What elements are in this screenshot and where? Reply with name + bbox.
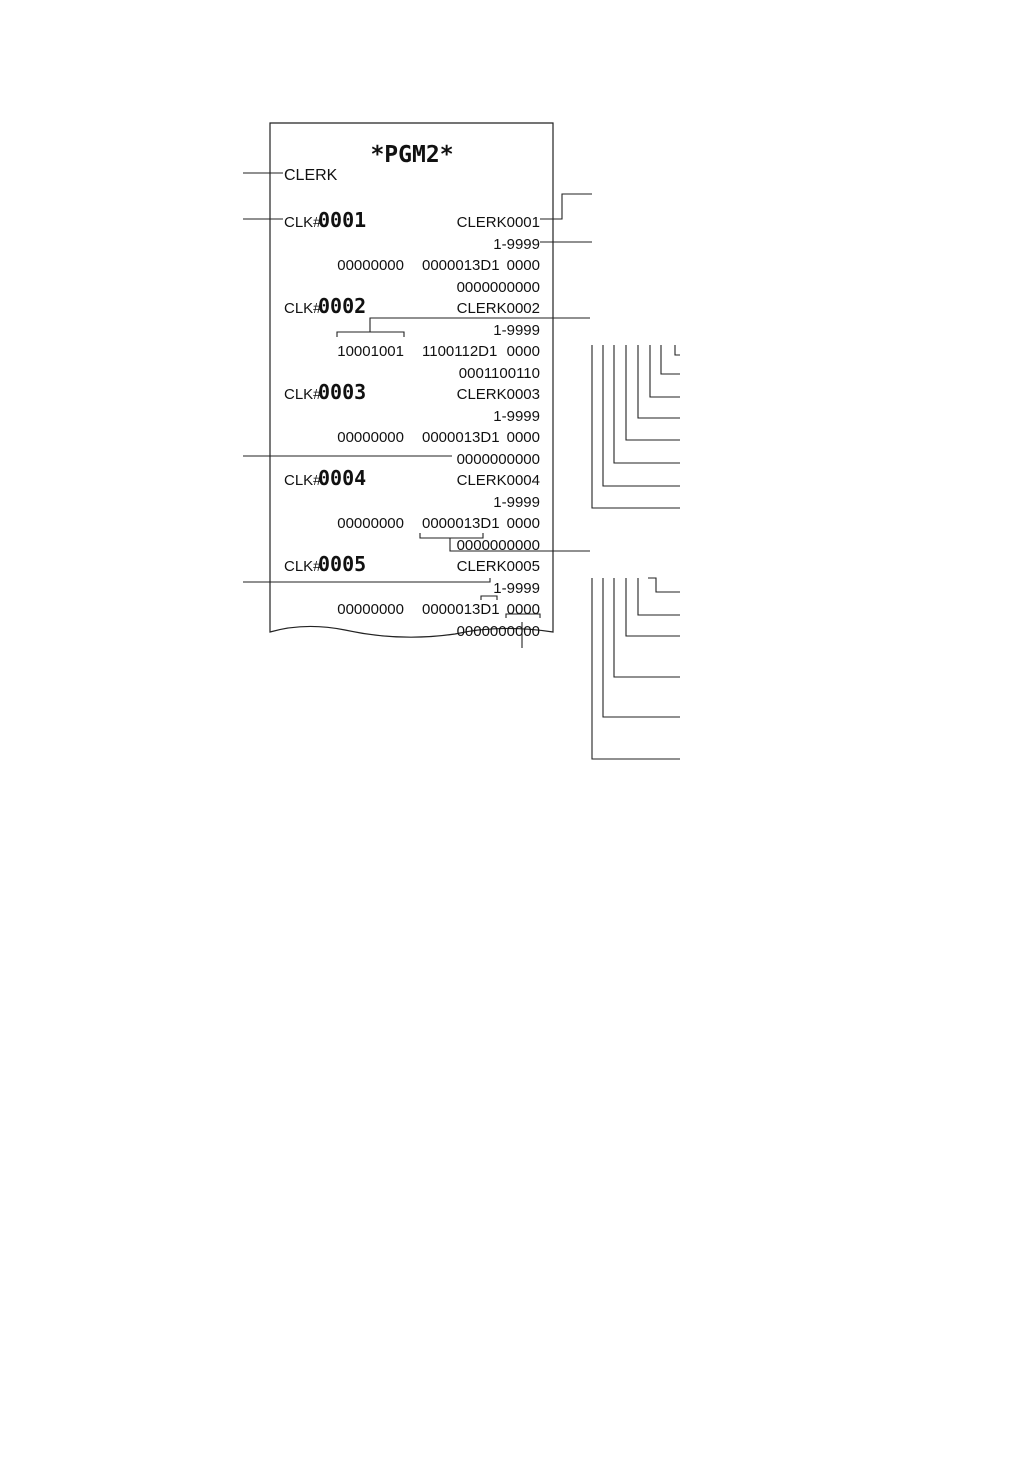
clerk-code1: 00000000 <box>337 515 404 532</box>
clerk-name: CLERK0001 <box>456 214 540 231</box>
clerk-range: 1-9999 <box>493 322 540 339</box>
clerk-code3: 0000 <box>506 601 540 618</box>
clerk-code3: 0000 <box>506 515 540 532</box>
clk-prefix: CLK# <box>284 214 322 231</box>
clerk-name: CLERK0002 <box>456 300 540 317</box>
clerk-number: 0002 <box>318 294 367 318</box>
clerk-code1: 00000000 <box>337 257 404 274</box>
clerk-range: 1-9999 <box>493 580 540 597</box>
clerk-code2: 1100112D1 <box>422 343 498 360</box>
clerk-code4: 0000000000 <box>456 279 540 296</box>
clerk-number: 0001 <box>318 208 367 232</box>
clerk-code4: 0000000000 <box>456 623 540 640</box>
clk-prefix: CLK# <box>284 558 322 575</box>
clerk-code1: 00000000 <box>337 429 404 446</box>
clerk-code2: 0000013D1 <box>422 601 500 618</box>
clerk-code4: 0000000000 <box>456 451 540 468</box>
clerk-range: 1-9999 <box>493 494 540 511</box>
clerk-code1: 00000000 <box>337 601 404 618</box>
clerk-code4: 0000000000 <box>456 537 540 554</box>
clerk-range: 1-9999 <box>493 408 540 425</box>
clerk-code3: 0000 <box>506 343 540 360</box>
section-label: CLERK <box>284 167 338 184</box>
clerk-name: CLERK0005 <box>456 558 540 575</box>
clerk-number: 0005 <box>318 552 367 576</box>
staircase-leaders-upper <box>592 345 680 508</box>
clerk-code3: 0000 <box>506 257 540 274</box>
receipt-title: *PGM2* <box>370 142 454 168</box>
clk-prefix: CLK# <box>284 472 322 489</box>
clerk-number: 0004 <box>318 466 367 490</box>
clk-prefix: CLK# <box>284 300 322 317</box>
clerk-name: CLERK0004 <box>456 472 540 489</box>
clerk-code2: 0000013D1 <box>422 257 500 274</box>
clerk-code3: 0000 <box>506 429 540 446</box>
clerk-code2: 0000013D1 <box>422 515 500 532</box>
clerk-code2: 0000013D1 <box>422 429 500 446</box>
clerk-code1: 10001001 <box>337 343 404 360</box>
staircase-leaders-lower <box>592 578 680 759</box>
clerk-number: 0003 <box>318 380 367 404</box>
clerk-name: CLERK0003 <box>456 386 540 403</box>
clerk-code4: 0001100110 <box>458 365 540 382</box>
clerk-range: 1-9999 <box>493 236 540 253</box>
clk-prefix: CLK# <box>284 386 322 403</box>
